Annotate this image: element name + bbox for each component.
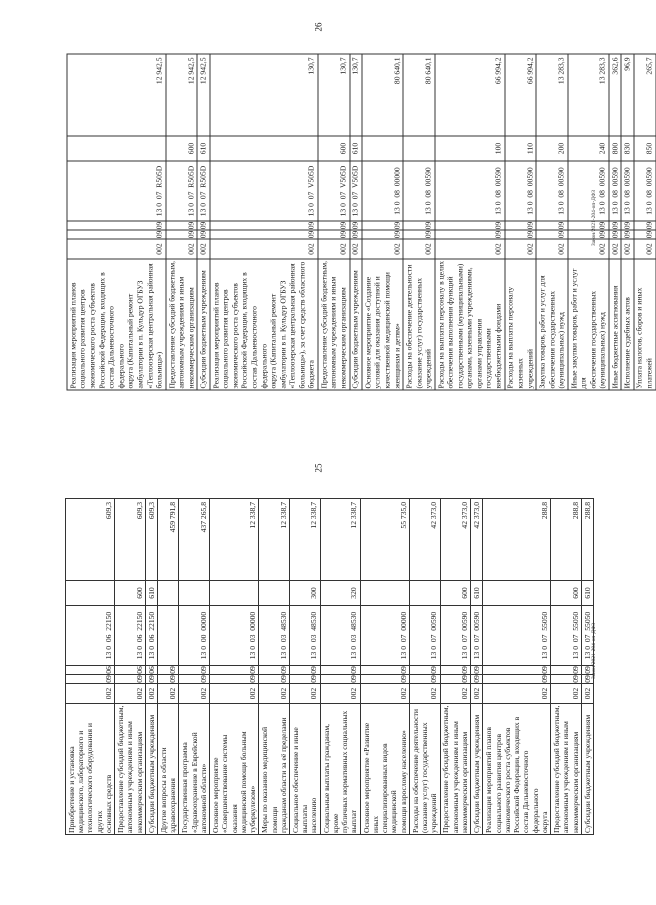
cell-expense-type: 320: [320, 581, 360, 606]
table-row: [440, 499, 471, 835]
cell-section: 09: [290, 675, 321, 684]
row-description: Расходы на выплаты персоналу в целях обеспечения выполнения функций государственными (муниципальными) органами, казенными учреждениями, органами управления государственными внебюджетными фондами: [436, 260, 503, 389]
cell-grbs: 002: [551, 684, 582, 704]
row-description: Субсидии бюджетным учреждениям: [350, 259, 362, 390]
cell-subsection: 09: [403, 221, 435, 230]
cell-section: 09: [622, 230, 632, 239]
cell-amount: 265,7: [634, 54, 656, 136]
cell-amount: 288,8: [551, 499, 582, 581]
cell-expense-type: [210, 581, 259, 606]
cell-grbs: 002: [210, 239, 318, 259]
cell-expense-type: [158, 581, 179, 606]
cell-grbs: 002: [536, 239, 568, 259]
cell-expense-type: 240: [568, 136, 609, 161]
cell-target-article: 13 0 07 V505D: [210, 161, 318, 221]
cell-target-article: 13 0 03 48530: [290, 606, 321, 666]
cell-section: 09: [362, 230, 403, 239]
cell-expense-type: [259, 581, 290, 606]
page-25: [65, 499, 592, 835]
cell-subsection: 09: [622, 221, 632, 230]
cell-subsection: 09: [318, 221, 350, 230]
cell-grbs: 002: [505, 239, 537, 259]
cell-subsection: 09: [198, 221, 208, 230]
cell-target-article: 13 0 07 55050: [581, 606, 593, 666]
cell-expense-type: 830: [621, 136, 633, 161]
cell-target-article: 13 0 07 V505D: [318, 161, 350, 221]
cell-subsection: 09: [582, 666, 592, 674]
cell-subsection: 06: [66, 666, 115, 675]
table-row: [634, 54, 656, 390]
cell-section: 09: [198, 230, 208, 239]
cell-expense-type: [67, 136, 166, 161]
cell-grbs: 002: [115, 684, 146, 704]
row-description: Иные закупки товаров, работ и услуг для обеспечения государственных (муниципальных) нужд: [568, 259, 609, 390]
cell-target-article: 13 0 08 00590: [568, 161, 609, 221]
cell-target-article: [158, 606, 179, 666]
cell-section: 09: [472, 675, 482, 683]
cell-target-article: 13 0 08 00590: [536, 161, 568, 221]
cell-section: 09: [360, 675, 409, 684]
table-row: [551, 499, 582, 835]
cell-target-article: 13 0 06 22150: [145, 606, 157, 666]
row-description: Расходы на выплаты персоналу казенных учреждений: [505, 259, 537, 390]
row-description: Предоставление субсидий бюджетным, автономным учреждениям и иным некоммерческим организациям: [440, 704, 471, 835]
cell-subsection: 09: [536, 221, 568, 230]
row-description: Субсидии бюджетным учреждениям: [145, 704, 157, 835]
cell-grbs: 002: [158, 684, 179, 704]
cell-section: 09: [536, 230, 568, 239]
table-row: [568, 54, 609, 390]
cell-subsection: 09: [634, 221, 656, 230]
cell-grbs: 002: [483, 684, 551, 704]
table-row: [471, 499, 483, 835]
cell-amount: 96,9: [621, 54, 633, 136]
cell-section: 09: [146, 675, 156, 683]
cell-amount: 13 283,3: [536, 54, 568, 136]
cell-section: 09: [582, 675, 592, 683]
table-row: [210, 499, 259, 835]
cell-amount: 42 373,0: [440, 499, 471, 581]
page-footer-26: Закон/2021-204-оп-ДФЗ: [591, 189, 598, 247]
cell-expense-type: [210, 136, 318, 161]
row-description: Уплата налогов, сборов и иных платежей: [634, 259, 656, 390]
cell-expense-type: 600: [166, 136, 198, 161]
table-row: [536, 54, 568, 390]
cell-amount: 12 338,7: [320, 499, 360, 581]
table-row: [318, 54, 350, 390]
table-row: [435, 54, 505, 390]
cell-amount: 459 791,8: [158, 499, 179, 581]
cell-section: 09: [210, 230, 318, 239]
cell-target-article: 13 0 08 00590: [435, 161, 505, 221]
cell-expense-type: 610: [350, 136, 362, 161]
cell-amount: 12 338,7: [290, 499, 321, 581]
cell-section: 09: [67, 230, 166, 239]
cell-section: 09: [403, 230, 435, 239]
row-description: Расходы на обеспечение деятельности (оказание услуг) государственных учреждений: [403, 259, 435, 390]
cell-expense-type: [403, 136, 435, 161]
cell-subsection: 09: [362, 221, 403, 230]
table-row: [166, 54, 198, 390]
cell-amount: 12 942,5: [67, 54, 166, 136]
table-row: [621, 54, 633, 390]
cell-section: 09: [66, 675, 115, 684]
cell-subsection: 09: [158, 666, 179, 675]
table-row: [66, 499, 115, 835]
cell-target-article: 13 0 08 00590: [634, 161, 656, 221]
cell-subsection: 09: [440, 666, 471, 675]
cell-subsection: 09: [610, 221, 620, 230]
cell-grbs: 002: [259, 684, 290, 704]
cell-expense-type: [66, 581, 115, 606]
table-row: [609, 54, 621, 390]
cell-expense-type: 200: [536, 136, 568, 161]
cell-target-article: 13 0 03 00000: [210, 606, 259, 666]
cell-expense-type: 610: [581, 581, 593, 606]
table-row: [290, 499, 321, 835]
cell-expense-type: 600: [551, 581, 582, 606]
page-footer-25: Закон/2021-204-оп-ДФЗ: [591, 622, 598, 680]
cell-section: 09: [409, 675, 440, 684]
cell-subsection: 09: [259, 666, 290, 675]
cell-expense-type: 610: [471, 581, 483, 606]
table-row: [179, 499, 210, 835]
cell-amount: 609,3: [66, 499, 115, 581]
row-description: Социальные выплаты гражданам, кроме публичных нормативных социальных выплат: [320, 704, 360, 835]
cell-amount: 12 338,7: [259, 499, 290, 581]
row-description: Реализация мероприятий планов социального развития центров экономического роста субъектов Российской Федерации, входящих в состав Дальневосточного федерального округа: [483, 704, 551, 835]
cell-subsection: 09: [409, 666, 440, 675]
cell-subsection: 09: [67, 221, 166, 230]
cell-subsection: 09: [568, 221, 609, 230]
cell-amount: 42 373,0: [471, 499, 483, 581]
cell-amount: 130,7: [350, 54, 362, 136]
cell-target-article: 13 0 08 00000: [362, 161, 403, 221]
table-row: [67, 54, 166, 390]
cell-grbs: 002: [634, 239, 656, 259]
row-description: Иные бюджетные ассигнования: [609, 259, 621, 390]
cell-expense-type: 600: [318, 136, 350, 161]
cell-amount: 437 265,8: [179, 499, 210, 581]
cell-subsection: 09: [290, 666, 321, 675]
cell-target-article: 13 0 07 R505D: [166, 161, 198, 221]
cell-expense-type: [483, 581, 551, 606]
row-description: Закупка товаров, работ и услуг для обеспечения государственных (муниципальных) нужд: [536, 259, 568, 390]
table-row: [360, 499, 409, 835]
cell-amount: 130,7: [210, 54, 318, 136]
table-row: [259, 499, 290, 835]
cell-section: 09: [440, 675, 471, 684]
cell-section: 09: [610, 230, 620, 239]
cell-target-article: 13 0 06 22150: [66, 606, 115, 666]
cell-grbs: 002: [435, 239, 505, 259]
cell-section: 09: [320, 675, 360, 684]
row-description: Основное мероприятие «Совершенствование системы оказания медицинской помощи больным туберкулезом»: [210, 704, 259, 835]
cell-amount: 609,3: [115, 499, 146, 581]
cell-expense-type: [409, 581, 440, 606]
cell-target-article: 13 0 06 22150: [115, 606, 146, 666]
cell-amount: 55 735,0: [360, 499, 409, 581]
cell-section: 09: [483, 675, 551, 684]
cell-grbs: 002: [362, 239, 403, 259]
cell-grbs: 002: [568, 239, 609, 259]
cell-grbs: 002: [66, 684, 115, 704]
cell-amount: 288,8: [581, 499, 593, 581]
cell-subsection: 09: [483, 666, 551, 675]
cell-section: 09: [166, 230, 198, 239]
cell-subsection: 09: [472, 666, 482, 674]
cell-subsection: 09: [179, 666, 210, 675]
cell-subsection: 09: [360, 666, 409, 675]
cell-amount: 13 283,3: [568, 54, 609, 136]
cell-target-article: 13 0 08 00590: [609, 161, 621, 221]
cell-grbs: 002: [145, 684, 157, 704]
row-description: Исполнение судебных актов: [621, 259, 633, 390]
row-description: Основное мероприятие «Создание условий для оказания доступной и качественной медицинской помощи женщинам и детям»: [362, 259, 403, 390]
cell-target-article: 13 0 07 00590: [409, 606, 440, 666]
cell-grbs: 002: [166, 239, 198, 259]
cell-grbs: 002: [179, 684, 210, 704]
row-description: Реализация мероприятий планов социального развития центров экономического роста субъектов Российской Федерации, входящих в состав Дальневосточного федерального округа (Капитальный ремонт амбулатории в п. Кульдур ОГБУЗ «Теплоозерская центральная районная больница»): [67, 259, 166, 390]
cell-section: 09: [568, 230, 609, 239]
cell-grbs: 002: [581, 684, 593, 704]
cell-grbs: 002: [360, 684, 409, 704]
cell-amount: 66 994,2: [505, 54, 537, 136]
row-description: Предоставление субсидий бюджетным, автономным учреждениям и иным некоммерческим организациям: [551, 704, 582, 835]
cell-amount: 609,3: [145, 499, 157, 581]
row-description: Приобретение и установка медицинского, лабораторного и технологического оборудования и других основных средств: [66, 704, 115, 835]
cell-target-article: 13 0 03 48530: [320, 606, 360, 666]
cell-section: 09: [115, 675, 146, 684]
cell-subsection: 09: [210, 666, 259, 675]
cell-target-article: 13 0 07 R505D: [67, 161, 166, 221]
cell-expense-type: [362, 136, 403, 161]
cell-amount: 362,6: [609, 54, 621, 136]
row-description: Социальное обеспечение и иные выплаты населению: [290, 704, 321, 835]
cell-amount: 130,7: [318, 54, 350, 136]
cell-target-article: 13 0 07 V505D: [350, 161, 362, 221]
row-description: Предоставление субсидий бюджетным, автономным учреждениям и иным некоммерческим организациям: [115, 704, 146, 835]
cell-expense-type: 110: [505, 136, 537, 161]
cell-amount: 12 338,7: [210, 499, 259, 581]
cell-expense-type: [179, 581, 210, 606]
cell-target-article: 13 0 07 55050: [483, 606, 551, 666]
row-description: Государственная программа «Здравоохранение в Еврейской автономной области»: [179, 704, 210, 835]
cell-section: 09: [179, 675, 210, 684]
cell-section: 09: [350, 230, 360, 239]
cell-grbs: 002: [320, 684, 360, 704]
cell-grbs: 002: [621, 239, 633, 259]
cell-section: 09: [505, 230, 537, 239]
cell-expense-type: 100: [435, 136, 505, 161]
row-description: Меры по оказанию медицинской помощи гражданам области за её пределами: [259, 704, 290, 835]
cell-target-article: 13 0 07 00590: [440, 606, 471, 666]
table-row: [158, 499, 179, 835]
cell-grbs: 002: [403, 239, 435, 259]
table-row: [409, 499, 440, 835]
row-description: Основное мероприятие «Развитие иных специализированных видов медицинской помощи взрослому населению»: [360, 704, 409, 835]
cell-target-article: 13 0 07 00000: [360, 606, 409, 666]
cell-subsection: 09: [320, 666, 360, 675]
budget-table: [67, 54, 656, 391]
table-row: [115, 499, 146, 835]
cell-section: 09: [259, 675, 290, 684]
cell-section: 09: [551, 675, 582, 684]
cell-expense-type: 300: [290, 581, 321, 606]
cell-target-article: 13 0 08 00590: [505, 161, 537, 221]
cell-target-article: 13 0 07 00590: [471, 606, 483, 666]
cell-grbs: 002: [197, 239, 209, 259]
row-description: Субсидии бюджетным учреждениям: [581, 704, 593, 835]
cell-target-article: 13 0 00 00000: [179, 606, 210, 666]
table-row: [581, 499, 593, 835]
cell-grbs: 002: [67, 239, 166, 259]
cell-expense-type: 600: [440, 581, 471, 606]
cell-grbs: 002: [409, 684, 440, 704]
row-description: Реализация мероприятий планов социального развития центров экономического роста субъектов Российской Федерации, входящих в состав Дальневосточного федерального округа (Капитальный ремонт амбулатории в п. Кульдур ОГБУЗ «Теплоозерская центральная районная больница»), за счет средств областного бюджета: [210, 259, 318, 390]
table-row: [350, 54, 362, 390]
cell-target-article: 13 0 08 00590: [403, 161, 435, 221]
cell-subsection: 09: [505, 221, 537, 230]
cell-subsection: 06: [115, 666, 146, 675]
table-row: [197, 54, 209, 390]
row-description: Субсидии бюджетным учреждениям: [197, 259, 209, 390]
row-description: Предоставление субсидий бюджетным, автономным учреждениям и иным некоммерческим организациям: [166, 259, 198, 390]
cell-amount: 288,8: [483, 499, 551, 581]
page-number-26: 26: [313, 22, 324, 32]
cell-grbs: 002: [290, 684, 321, 704]
cell-expense-type: 800: [609, 136, 621, 161]
cell-amount: 42 373,0: [409, 499, 440, 581]
cell-section: 09: [318, 230, 350, 239]
cell-expense-type: 850: [634, 136, 656, 161]
cell-section: 09: [158, 675, 179, 684]
cell-grbs: 002: [210, 684, 259, 704]
page-number-25: 25: [313, 463, 324, 473]
cell-amount: 12 942,5: [166, 54, 198, 136]
cell-target-article: 13 0 07 55050: [551, 606, 582, 666]
table-row: [505, 54, 537, 390]
cell-target-article: 13 0 03 48530: [259, 606, 290, 666]
cell-expense-type: 600: [115, 581, 146, 606]
table-row: [483, 499, 551, 835]
cell-grbs: 002: [471, 684, 483, 704]
cell-subsection: 09: [551, 666, 582, 675]
row-description: Расходы на обеспечение деятельности (оказание услуг) государственных учреждений: [409, 704, 440, 835]
cell-grbs: 002: [609, 239, 621, 259]
cell-amount: 80 640,1: [362, 54, 403, 136]
cell-subsection: 09: [350, 221, 360, 230]
row-description: Предоставление субсидий бюджетным, автономным учреждениям и иным некоммерческим организациям: [318, 259, 350, 390]
cell-amount: 66 994,2: [435, 54, 505, 136]
budget-table: [65, 498, 594, 835]
cell-amount: 12 942,5: [197, 54, 209, 136]
row-description: Другие вопросы в области здравоохранения: [158, 704, 179, 835]
table-row: [145, 499, 157, 835]
cell-expense-type: [360, 581, 409, 606]
row-description: Субсидии бюджетным учреждениям: [471, 704, 483, 835]
table-row: [362, 54, 403, 390]
cell-grbs: 002: [318, 239, 350, 259]
cell-subsection: 09: [435, 221, 505, 230]
cell-grbs: 002: [350, 239, 362, 259]
cell-section: 09: [210, 675, 259, 684]
cell-target-article: 13 0 07 R505D: [197, 161, 209, 221]
cell-grbs: 002: [440, 684, 471, 704]
table-row: [320, 499, 360, 835]
cell-section: 09: [435, 230, 505, 239]
cell-amount: 80 640,1: [403, 54, 435, 136]
cell-target-article: 13 0 08 00590: [621, 161, 633, 221]
cell-expense-type: 610: [145, 581, 157, 606]
cell-subsection: 09: [166, 221, 198, 230]
cell-subsection: 06: [146, 666, 156, 674]
cell-subsection: 09: [210, 221, 318, 230]
table-row: [403, 54, 435, 390]
cell-expense-type: 610: [197, 136, 209, 161]
table-row: [210, 54, 318, 390]
cell-section: 09: [634, 230, 656, 239]
